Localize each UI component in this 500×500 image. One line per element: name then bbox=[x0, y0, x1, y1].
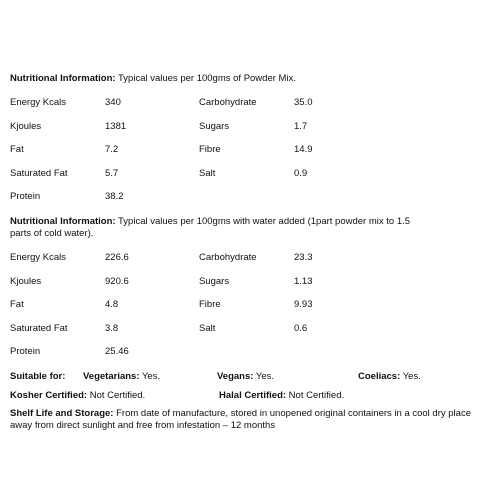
shelf-life-paragraph bbox=[10, 408, 494, 432]
coeliacs-label: Coeliacs: bbox=[358, 371, 401, 382]
kosher-value: Not Certified. bbox=[87, 390, 146, 401]
nutrient-label: Kjoules bbox=[10, 120, 42, 132]
vegetarians-info bbox=[83, 371, 160, 383]
coeliacs-info bbox=[358, 371, 421, 383]
nutrient-label: Sugars bbox=[199, 120, 230, 132]
nutrient-label: Fibre bbox=[199, 144, 221, 155]
nutrient-value: 23.3 bbox=[294, 252, 313, 263]
nutrient-value: 35.0 bbox=[294, 97, 313, 108]
nutrient-value: 9.93 bbox=[294, 299, 313, 310]
section1-heading bbox=[10, 73, 296, 85]
nutrient-value: 0.9 bbox=[294, 167, 308, 179]
nutrient-value: 4.8 bbox=[105, 299, 119, 310]
nutrient-label: Sugars bbox=[199, 275, 230, 287]
nutrient-label: Saturated Fat bbox=[10, 167, 68, 179]
shelf-life-text: From date of manufacture, stored in unopened original containers in a cool dry place away from direct sunlight and free from infestation – 12 months bbox=[10, 408, 471, 431]
nutrient-label: Salt bbox=[199, 322, 216, 334]
vegans-value: Yes. bbox=[253, 371, 275, 382]
nutrient-label: Fat bbox=[10, 299, 24, 310]
nutrient-label: Fat bbox=[10, 144, 24, 155]
kosher-info bbox=[10, 390, 145, 402]
nutrient-label: Carbohydrate bbox=[199, 97, 257, 108]
nutrient-value: 920.6 bbox=[105, 275, 129, 287]
nutrient-label: Protein bbox=[10, 191, 41, 202]
vegans-info bbox=[217, 371, 274, 383]
nutrient-value: 226.6 bbox=[105, 252, 129, 263]
coeliacs-value: Yes. bbox=[400, 371, 421, 382]
shelf-life-label: Shelf Life and Storage: bbox=[10, 408, 114, 419]
nutrient-label: Protein bbox=[10, 346, 41, 357]
nutrient-value: 7.2 bbox=[105, 144, 119, 155]
suitable-for-label: Suitable for: bbox=[10, 371, 66, 382]
halal-label: Halal Certified: bbox=[219, 390, 287, 401]
halal-value: Not Certified. bbox=[286, 390, 345, 401]
nutrient-label: Salt bbox=[199, 167, 216, 179]
nutrient-value: 1.7 bbox=[294, 120, 308, 132]
section1-heading-text: Typical values per 100gms of Powder Mix. bbox=[115, 73, 296, 84]
vegans-label: Vegans: bbox=[217, 371, 254, 382]
nutrient-label: Energy Kcals bbox=[10, 252, 66, 263]
nutrient-label: Saturated Fat bbox=[10, 322, 68, 334]
nutrient-label: Fibre bbox=[199, 299, 221, 310]
halal-info bbox=[219, 390, 344, 402]
section2-heading-bold: Nutritional Information: bbox=[10, 216, 116, 227]
nutrient-value: 3.8 bbox=[105, 322, 119, 334]
section2-heading bbox=[10, 216, 420, 240]
vegetarians-value: Yes. bbox=[139, 371, 161, 382]
nutrient-value: 38.2 bbox=[105, 191, 124, 202]
nutrient-value: 14.9 bbox=[294, 144, 313, 155]
nutrient-value: 5.7 bbox=[105, 167, 119, 179]
kosher-label: Kosher Certified: bbox=[10, 390, 88, 401]
nutrient-label: Energy Kcals bbox=[10, 97, 66, 108]
nutrient-value: 0.6 bbox=[294, 322, 308, 334]
nutrient-value: 25.46 bbox=[105, 346, 129, 357]
nutrient-value: 340 bbox=[105, 97, 121, 108]
nutrient-value: 1381 bbox=[105, 120, 127, 132]
nutrient-value: 1.13 bbox=[294, 275, 313, 287]
section1-heading-bold: Nutritional Information: bbox=[10, 73, 116, 84]
vegetarians-label: Vegetarians: bbox=[83, 371, 140, 382]
nutrient-label: Carbohydrate bbox=[199, 252, 257, 263]
nutrient-label: Kjoules bbox=[10, 275, 42, 287]
section2-heading-text: Typical values per 100gms with water added (1part powder mix to 1.5 parts of cold water). bbox=[10, 216, 411, 239]
